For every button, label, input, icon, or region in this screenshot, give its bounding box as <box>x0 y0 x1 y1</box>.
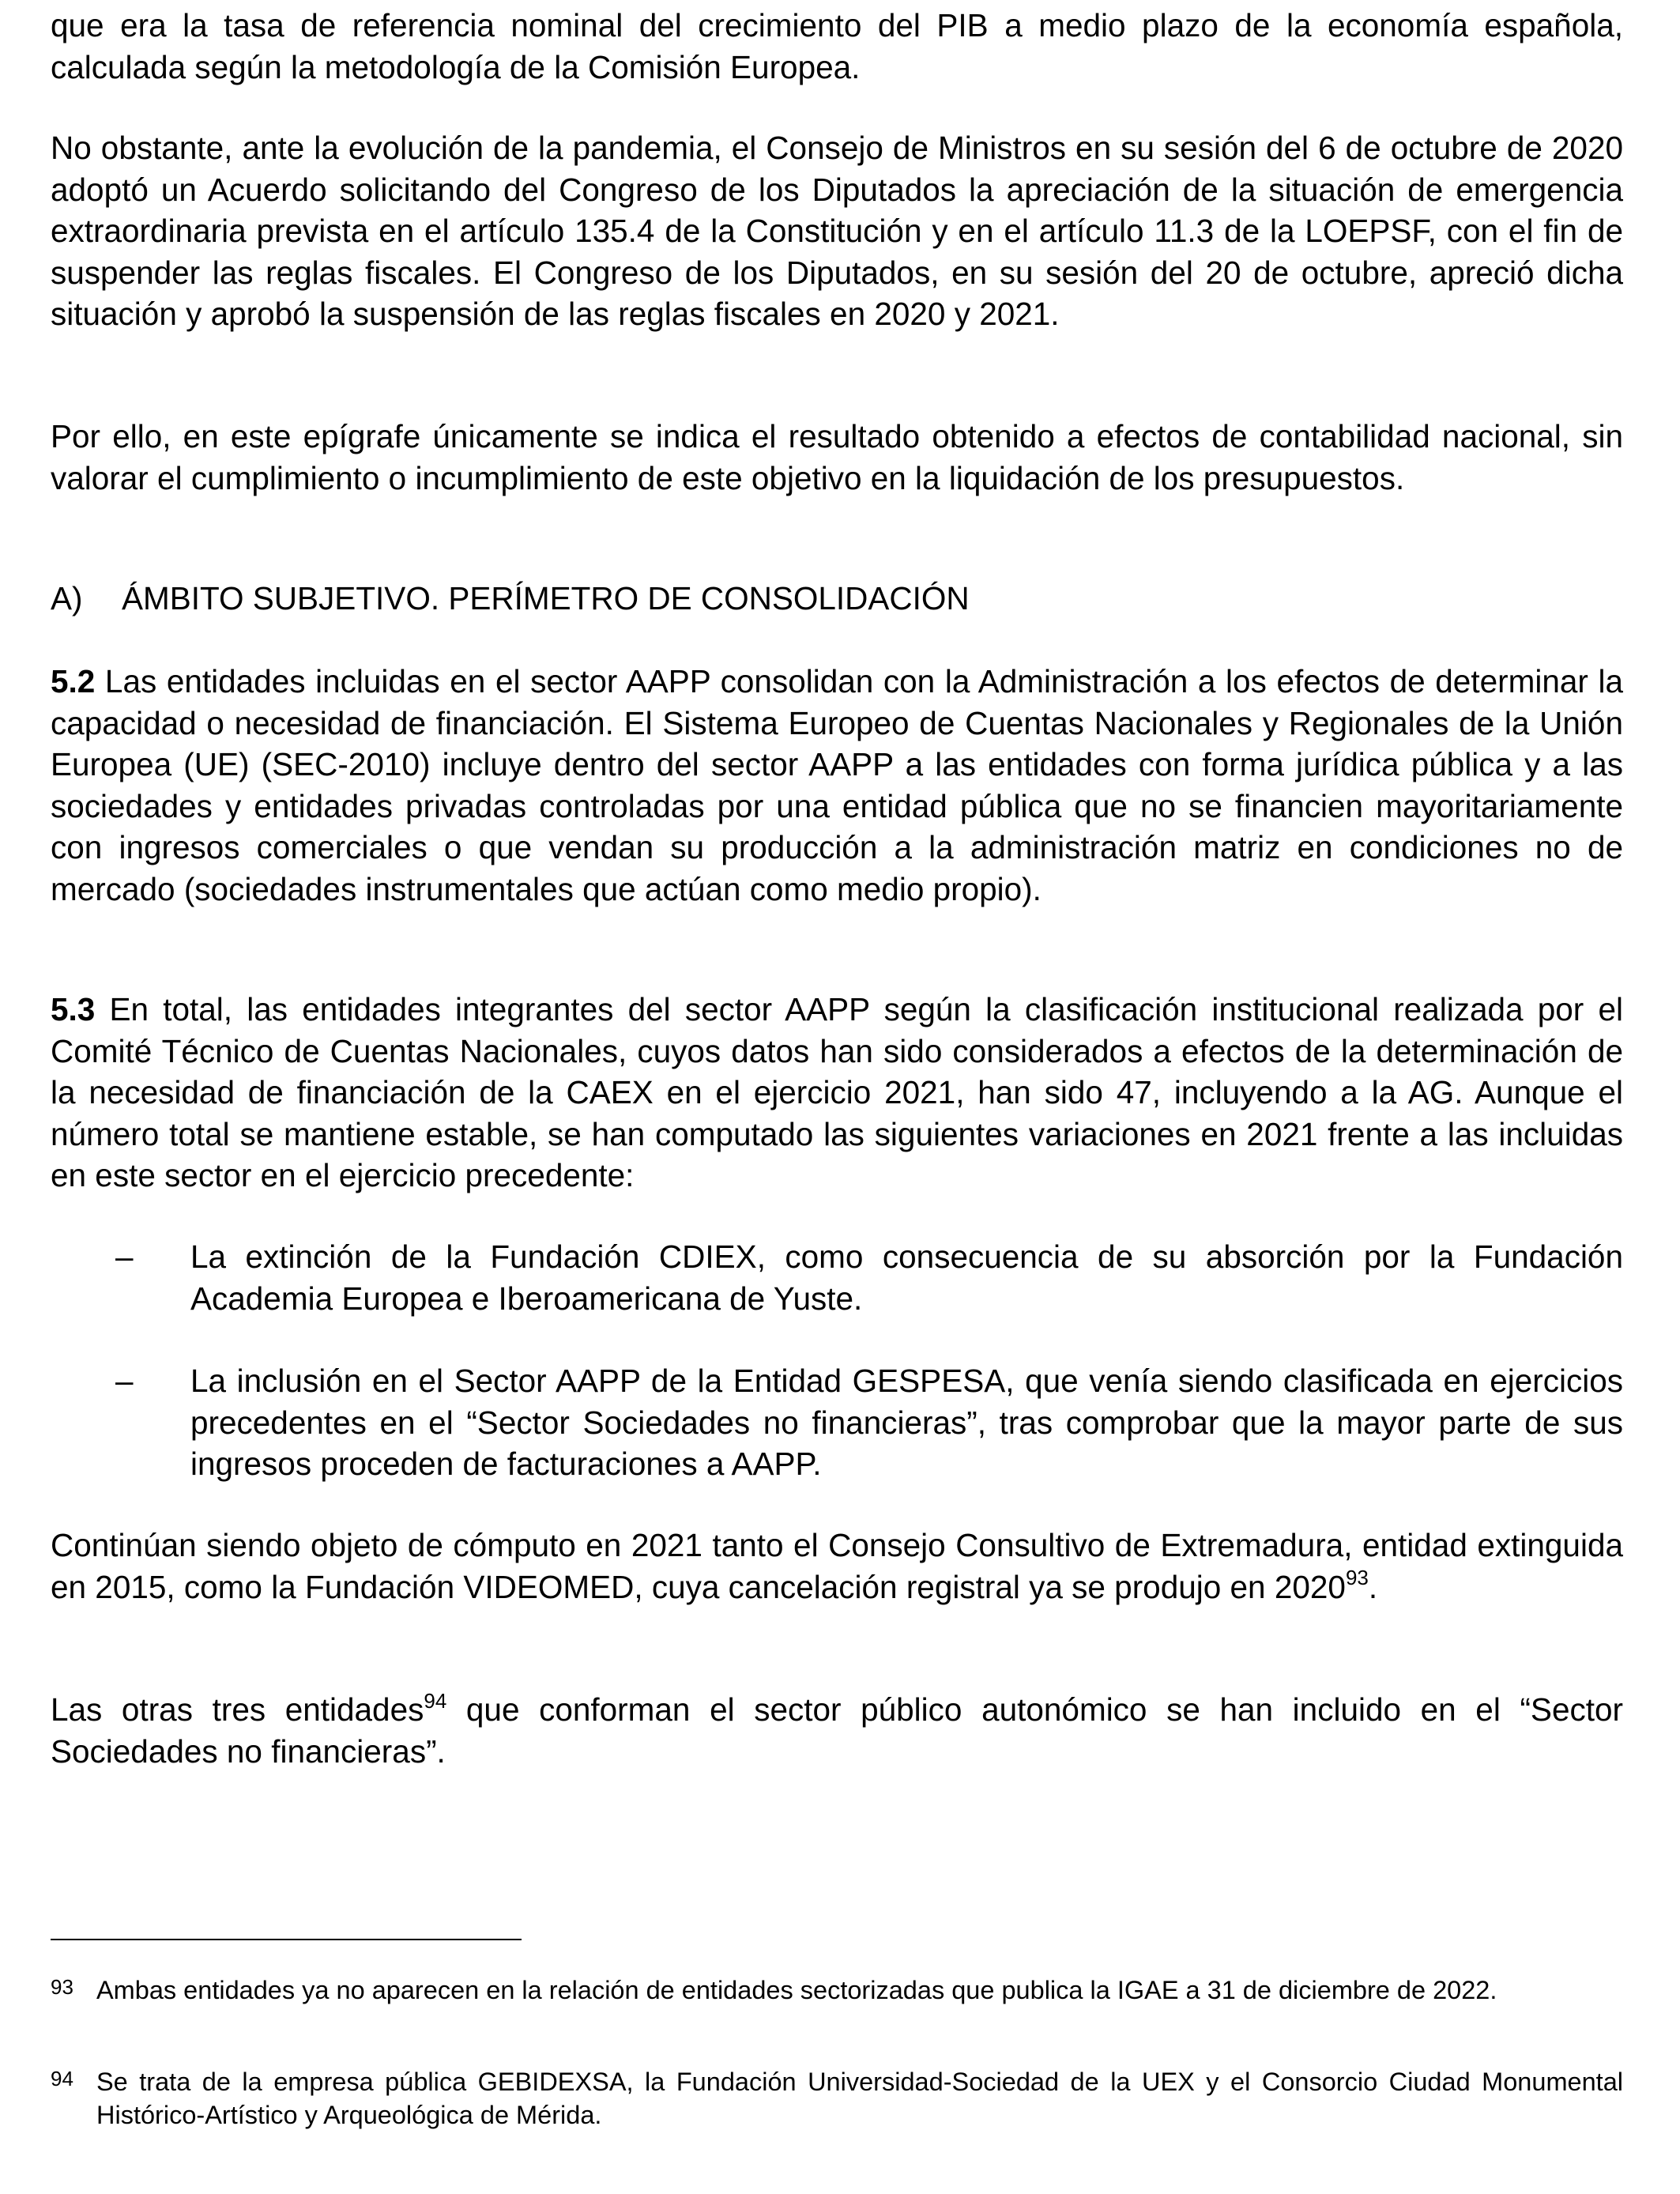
footnote-text: Ambas entidades ya no aparecen en la relación de entidades sectorizadas que publica la IGAE a 31 de diciembre de 2022. <box>96 1976 1497 2004</box>
dash-marker: – <box>115 1363 134 1399</box>
paragraph-text-end: que conforman el sector público autonómico se han incluido en el “Sector Sociedades no financieras”. <box>51 1691 1623 1770</box>
footnote-ref-93[interactable]: 93 <box>1345 1566 1369 1589</box>
paragraph-5-2 <box>51 661 1623 910</box>
paragraph-5-3 <box>51 989 1623 1197</box>
list-item-text: La extinción de la Fundación CDIEX, como consecuencia de su absorción por la Fundación Academia Europea e Iberoamericana de Yuste. <box>190 1238 1623 1317</box>
footnote-number: 93 <box>51 1975 73 1999</box>
section-heading <box>51 578 1623 620</box>
paragraph-text: En total, las entidades integrantes del sector AAPP según la clasificación institucional realizada por el Comité Técnico de Cuentas Nacionales, cuyos datos han sido considerados a efectos de la determinación de la necesidad de financiación de la CAEX en el ejercicio 2021, han sido 47, incluyendo a la AG. Aunque el número total se mantiene estable, se han computado las siguientes variaciones en 2021 frente a las incluidas en este sector en el ejercicio precedente: <box>51 991 1623 1193</box>
paragraph-text: Las entidades incluidas en el sector AAPP consolidan con la Administración a los efectos de determinar la capacidad o necesidad de financiación. El Sistema Europeo de Cuentas Nacionales y Regionales de la Unión Europea (UE) (SEC-2010) incluye dentro del sector AAPP a las entidades con forma jurídica pública y a las sociedades y entidades privadas controladas por una entidad pública que no se financien mayoritariamente con ingresos comerciales o que vendan su producción a la administración matriz en condiciones no de mercado (sociedades instrumentales que actúan como medio propio). <box>51 663 1623 907</box>
paragraph-pandemia: No obstante, ante la evolución de la pandemia, el Consejo de Ministros en su sesión del 6 de octubre de 2020 adoptó un Acuerdo solicitando del Congreso de los Diputados la apreciación de la situación de emergencia extraordinaria prevista en el artículo 135.4 de la Constitución y en el artículo 11.3 de la LOEPSF, con el fin de suspender las reglas fiscales. El Congreso de los Diputados, en su sesión del 20 de octubre, apreció dicha situación y aprobó la suspensión de las reglas fiscales en 2020 y 2021. <box>51 130 1623 332</box>
paragraph-number: 5.3 <box>51 991 96 1027</box>
paragraph-otras <box>51 1689 1623 1772</box>
list-item <box>51 1360 1623 1485</box>
section-title: ÁMBITO SUBJETIVO. PERÍMETRO DE CONSOLIDACIÓN <box>122 580 970 616</box>
paragraph-number: 5.2 <box>51 663 96 699</box>
footnote-number: 94 <box>51 2067 73 2090</box>
footnote <box>51 1973 1623 2007</box>
paragraph-continuan <box>51 1525 1623 1608</box>
paragraph-text: Continúan siendo objeto de cómputo en 2021 tanto el Consejo Consultivo de Extremadura, entidad extinguida en 2015, como la Fundación VIDEOMED, cuya cancelación registral ya se produjo en 2020 <box>51 1527 1623 1605</box>
list-item-text: La inclusión en el Sector AAPP de la Entidad GESPESA, que venía siendo clasificada en ejercicios precedentes en el “Sector Sociedades no financieras”, tras comprobar que la mayor parte de sus ingresos proceden de facturaciones a AAPP. <box>190 1363 1623 1482</box>
paragraph-text: Las otras tres entidades <box>51 1691 424 1728</box>
paragraph-por-ello: Por ello, en este epígrafe únicamente se indica el resultado obtenido a efectos de contabilidad nacional, sin valorar el cumplimiento o incumplimiento de este objetivo en la liquidación de los presupuestos. <box>51 418 1623 496</box>
paragraph-intro: que era la tasa de referencia nominal del crecimiento del PIB a medio plazo de la economía española, calculada según la metodología de la Comisión Europea. <box>51 7 1623 85</box>
list-item <box>51 1236 1623 1319</box>
footnote-separator <box>51 1939 522 1940</box>
section-letter: A) <box>51 580 83 616</box>
footnote-ref-94[interactable]: 94 <box>424 1688 447 1713</box>
paragraph-text-end: . <box>1368 1568 1378 1605</box>
footnote <box>51 2065 1623 2132</box>
dash-marker: – <box>115 1238 134 1275</box>
footnote-text: Se trata de la empresa pública GEBIDEXSA, la Fundación Universidad-Sociedad de la UEX y el Consorcio Ciudad Monumental Histórico-Artístico y Arqueológica de Mérida. <box>96 2068 1623 2129</box>
